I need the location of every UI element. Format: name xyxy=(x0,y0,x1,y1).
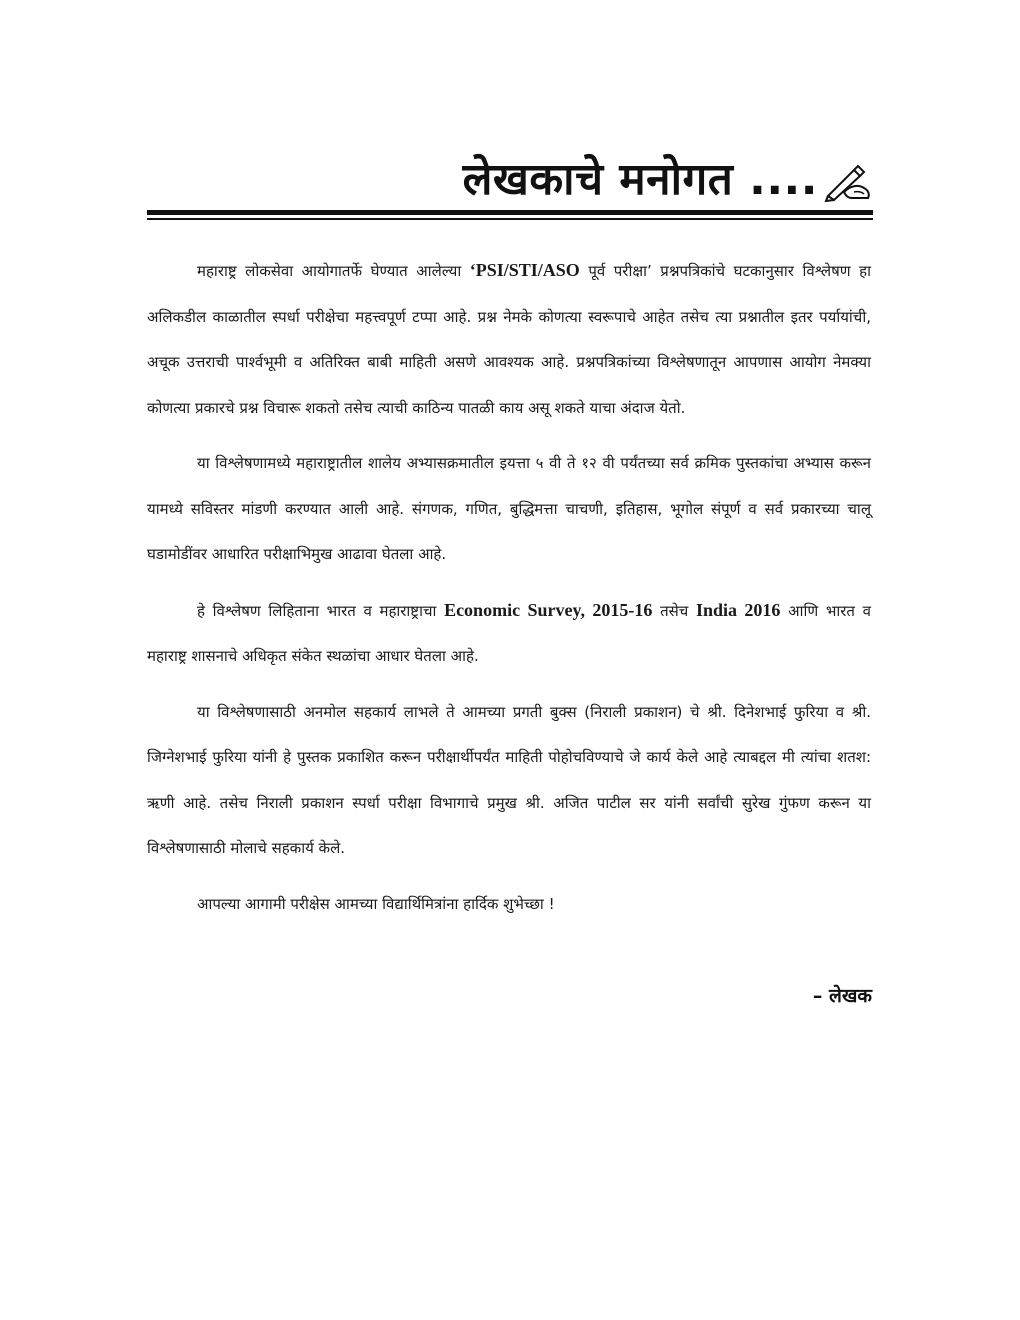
paragraph-acknowledgement: या विश्लेषणासाठी अनमोल सहकार्य लाभले ते आमच्या प्रगती बुक्स (निराली प्रकाशन) चे श्री. दिनेशभाई फुरिया व श्री. जिग्नेशभाई फुरिया यांनी हे पुस्तक प्रकाशित करून परीक्षार्थीपर्यंत माहिती पोहोचविण्याचे जे कार्य केले आहे त्याबद्दल मी त्यांचा शतश: ऋणी आहे. तसेच निराली प्रकाशन स्पर्धा परीक्षा विभागाचे प्रमुख श्री. अजित पाटील सर यांनी सर्वांची सुरेख गुंफण करून या विश्लेषणासाठी मोलाचे सहकार्य केले. xyxy=(147,702,871,857)
paragraph-intro xyxy=(147,248,871,431)
exam-name: ‘PSI/STI/ASO xyxy=(469,260,580,280)
paragraph-sources xyxy=(147,588,871,680)
body-text xyxy=(147,248,871,927)
heading-rule-thick xyxy=(147,210,873,215)
paragraph-wishes: आपल्या आगामी परीक्षेस आमच्या विद्यार्थिमित्रांना हार्दिक शुभेच्छा ! xyxy=(197,894,555,913)
heading-rule-thin xyxy=(147,218,873,220)
paragraph-sources-text-1: हे विश्लेषण लिहिताना भारत व महाराष्ट्राचा xyxy=(197,601,445,620)
writing-hand-icon xyxy=(824,162,872,202)
paragraph-syllabus: या विश्लेषणामध्ये महाराष्ट्रातील शालेय अभ्यासक्रमातील इयत्ता ५ वी ते १२ वी पर्यंतच्या सर्व क्रमिक पुस्तकांचा अभ्यास करून यामध्ये सविस्तर मांडणी करण्यात आली आहे. संगणक, गणित, बुद्धिमत्ता चाचणी, इतिहास, भूगोल संपूर्ण व सर्व प्रकारच्या चालू घडामोडींवर आधारित परीक्षाभिमुख आढावा घेतला आहे. xyxy=(147,454,871,563)
paragraph-intro-text-2: पूर्व परीक्षा’ प्रश्नपत्रिकांचे घटकानुसार विश्लेषण हा अलिकडील काळातील स्पर्धा परीक्षेचा महत्त्वपूर्ण टप्पा आहे. प्रश्न नेमके कोणत्या स्वरूपाचे आहेत तसेच त्या प्रश्नातील इतर पर्यायांची, अचूक उत्तराची पार्श्वभूमी व अतिरिक्त बाबी माहिती असणे आवश्यक आहे. प्रश्नपत्रिकांच्या विश्लेषणातून आपणास आयोग नेमक्या कोणत्या प्रकारचे प्रश्न विचारू शकतो तसेच त्याची काठिन्य पातळी काय असू शकते याचा अंदाज येतो. xyxy=(147,262,871,417)
paragraph-intro-text-1: महाराष्ट्र लोकसेवा आयोगातर्फे घेण्यात आलेल्या xyxy=(197,262,470,280)
heading-title: लेखकाचे मनोगत .... xyxy=(462,154,818,205)
page-heading xyxy=(463,152,872,208)
author-signature: – लेखक xyxy=(812,985,872,1007)
india-yearbook-title: India 2016 xyxy=(695,599,781,620)
economic-survey-title: Economic Survey, 2015-16 xyxy=(444,599,653,620)
paragraph-sources-text-3: आणि भारत व महाराष्ट्र शासनाचे अधिकृत संकेत स्थळांचा आधार घेतला आहे. xyxy=(147,601,871,665)
paragraph-sources-text-2: तसेच xyxy=(652,601,696,620)
